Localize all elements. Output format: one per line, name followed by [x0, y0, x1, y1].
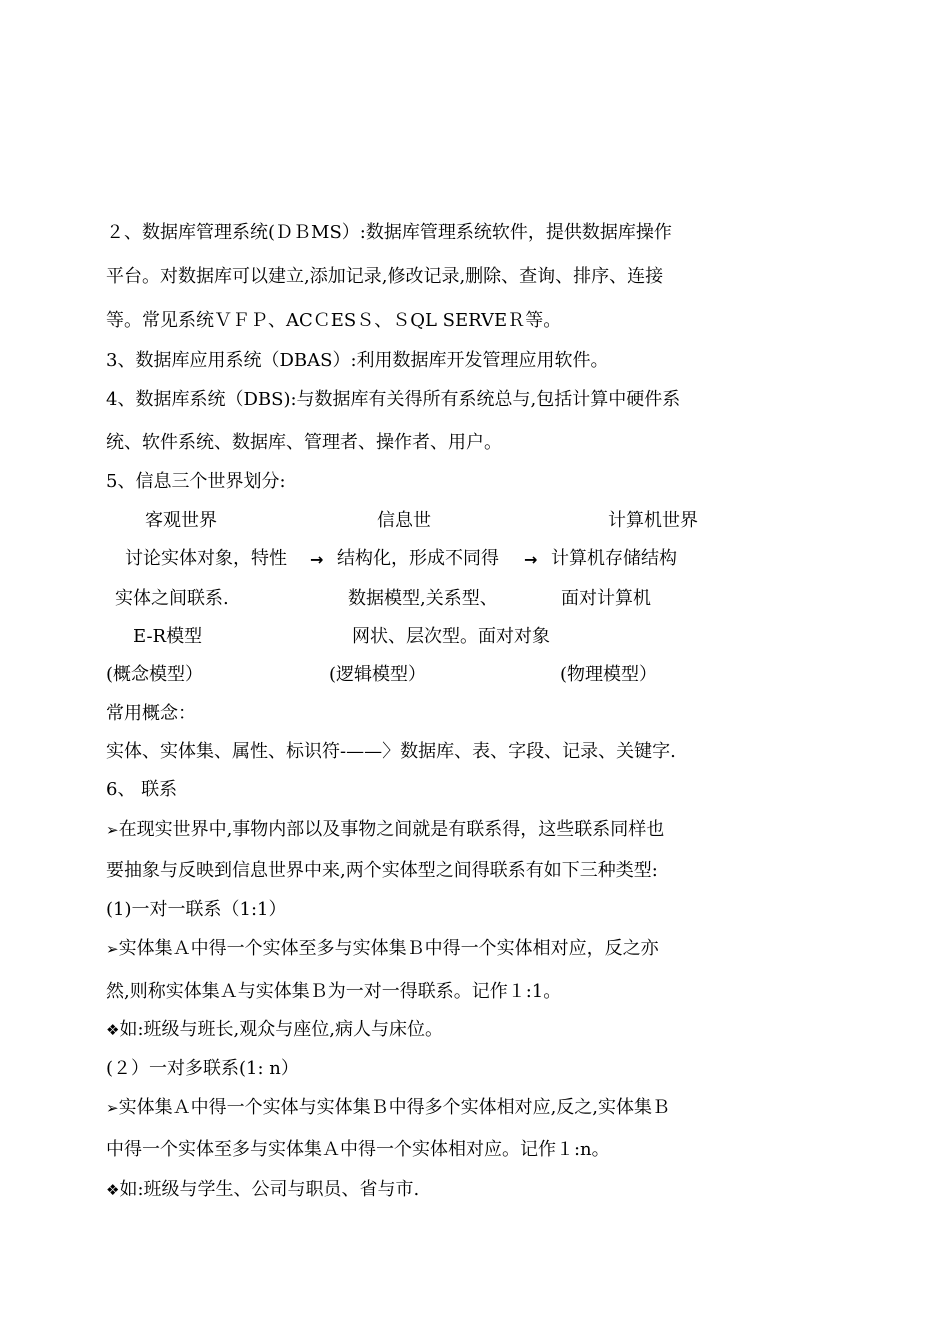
one-to-one-def-line-2: 然,则称实体集Ａ与实体集Ｂ为一对一得联系。记作１:1。	[106, 981, 562, 1002]
dbms-line-2: 平台。对数据库可以建立,添加记录,修改记录,删除、查询、排序、连接	[106, 266, 664, 287]
concepts-heading: 常用概念：	[106, 703, 196, 724]
world-objective-title: 客观世界	[145, 510, 217, 531]
arrowhead-bullet-icon: ➢	[106, 1099, 119, 1117]
row1-information: 结构化，形成不同得	[337, 548, 499, 569]
concepts-mapping: 实体、实体集、属性、标识符-——〉数据库、表、字段、记录、关键字.	[106, 741, 676, 762]
row3-objective: E-R模型	[133, 626, 203, 647]
row2-information: 数据模型,关系型、	[348, 588, 498, 609]
relation-heading: 6、 联系	[106, 779, 178, 800]
row1-computer: 计算机存储结构	[551, 548, 677, 569]
one-to-many-example-text: 如:班级与学生、公司与职员、省与市.	[119, 1179, 420, 1200]
world-computer-title: 计算机世界	[608, 510, 698, 531]
worlds-heading: 5、信息三个世界划分:	[106, 471, 286, 492]
dbms-line-1: ２、数据库管理系统(ＤＢMS）:数据库管理系统软件，提供数据库操作	[106, 222, 672, 243]
row3-information: 网状、层次型。面对对象	[352, 626, 550, 647]
right-arrow-icon: →	[524, 550, 538, 569]
one-to-many-example	[106, 1178, 419, 1202]
diamond-bullet-icon: ❖	[106, 1021, 120, 1039]
row2-objective: 实体之间联系.	[115, 588, 229, 609]
right-arrow-icon: →	[310, 550, 324, 569]
dbms-line-3: 等。常见系统ＶＦＰ、ACＣESＳ、ＳQL SERVEＲ等。	[106, 310, 562, 331]
one-to-one-example	[106, 1018, 443, 1042]
dbs-line-2: 统、软件系统、数据库、管理者、操作者、用户。	[106, 432, 502, 453]
one-to-one-def-text: 实体集Ａ中得一个实体至多与实体集Ｂ中得一个实体相对应，反之亦	[118, 938, 659, 959]
one-to-one-example-text: 如:班级与班长,观众与座位,病人与床位。	[119, 1019, 443, 1040]
dbs-line-1: 4、数据库系统（DBS):与数据库有关得所有系统总与,包括计算中硬件系	[106, 389, 681, 410]
dbas-line: 3、数据库应用系统（DBAS）:利用数据库开发管理应用软件。	[106, 350, 609, 371]
row1-objective: 讨论实体对象，特性	[125, 548, 287, 569]
world-information-title: 信息世	[377, 510, 431, 531]
relation-intro-line-1	[106, 818, 664, 842]
row2-computer: 面对计算机	[561, 588, 651, 609]
diamond-bullet-icon: ❖	[106, 1181, 120, 1199]
one-to-one-def-line-1	[106, 937, 659, 961]
conceptual-model-label: (概念模型）	[106, 664, 204, 685]
physical-model-label: (物理模型）	[560, 664, 658, 685]
one-to-one-heading: (1)一对一联系（1:1）	[106, 899, 287, 920]
one-to-many-def-line-2: 中得一个实体至多与实体集Ａ中得一个实体相对应。记作１:n。	[106, 1139, 610, 1160]
one-to-many-def-text: 实体集Ａ中得一个实体与实体集Ｂ中得多个实体相对应,反之,实体集Ｂ	[118, 1097, 671, 1118]
one-to-many-def-line-1	[106, 1096, 670, 1120]
logical-model-label: (逻辑模型）	[329, 664, 427, 685]
one-to-many-heading: (２）一对多联系(1: n）	[106, 1058, 299, 1079]
arrowhead-bullet-icon: ➢	[106, 940, 119, 958]
arrowhead-bullet-icon: ➢	[106, 821, 119, 839]
relation-intro-text: 在现实世界中,事物内部以及事物之间就是有联系得，这些联系同样也	[118, 819, 665, 840]
relation-intro-line-2: 要抽象与反映到信息世界中来,两个实体型之间得联系有如下三种类型:	[106, 860, 658, 881]
